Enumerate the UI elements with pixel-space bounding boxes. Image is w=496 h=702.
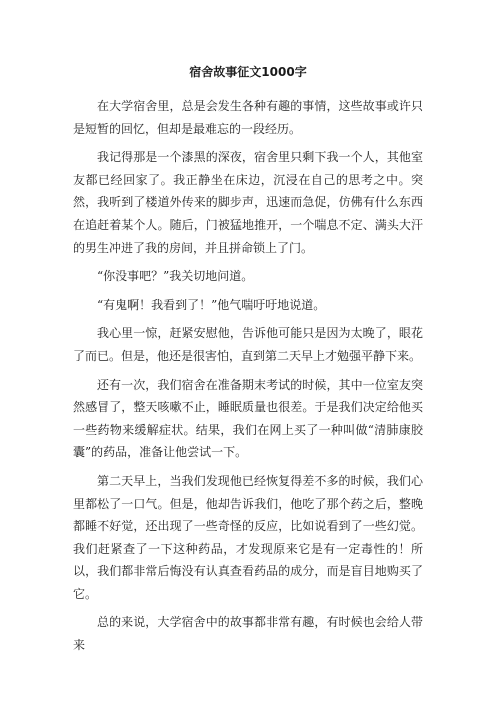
paragraph: “有鬼啊！我看到了！”他气喘吁吁地说道。 bbox=[97, 297, 326, 312]
paragraph: 第二天早上，当我们发现他已经恢复得差不多的时候，我们心里都松了一口气。但是，他却告诉我们，他吃了那个药之后，整晚都睡不好觉，还出现了一些奇怪的反应，比如说看到了一些幻觉。我们赶紧查了一下这种药品，才发现原来它是有一定毒性的！所以，我们都非常后悔没有认真查看药品的成分，而是盲目地购买了它。 bbox=[73, 473, 423, 601]
paragraph: 我记得那是一个漆黑的深夜，宿舍里只剩下我一个人，其他室友都已经回家了。我正静坐在床边，沉浸在自己的思考之中。突然，我听到了楼道外传来的脚步声，迅速而急促，仿佛有什么东西在追赶着某个人。随后，门被猛地推开，一个喘息不定、满头大汗的男生冲进了我的房间，并且拼命锁上了门。 bbox=[73, 150, 423, 255]
paragraph: 总的来说，大学宿舍中的故事都非常有趣，有时候也会给人带来 bbox=[73, 615, 423, 653]
paragraph: 在大学宿舍里，总是会发生各种有趣的事情，这些故事或许只是短暂的回忆，但却是最难忘的一段经历。 bbox=[73, 99, 423, 136]
paragraph: 还有一次，我们宿舍在准备期末考试的时候，其中一位室友突然感冒了，整天咳嗽不止，睡眠质量也很差。于是我们决定给他买一些药物来缓解症状。结果，我们在网上买了一种叫做“清肺康胶囊”的药品，准备让他尝试一下。 bbox=[73, 377, 423, 460]
document-body bbox=[73, 95, 423, 663]
document-title: 宿舍故事征文1000字 bbox=[189, 65, 307, 79]
paragraph: 我心里一惊，赶紧安慰他，告诉他可能只是因为太晚了，眼花了而已。但是，他还是很害怕，直到第二天早上才勉强平静下来。 bbox=[73, 326, 423, 363]
paragraph: “你没事吧？”我关切地问道。 bbox=[97, 269, 254, 284]
